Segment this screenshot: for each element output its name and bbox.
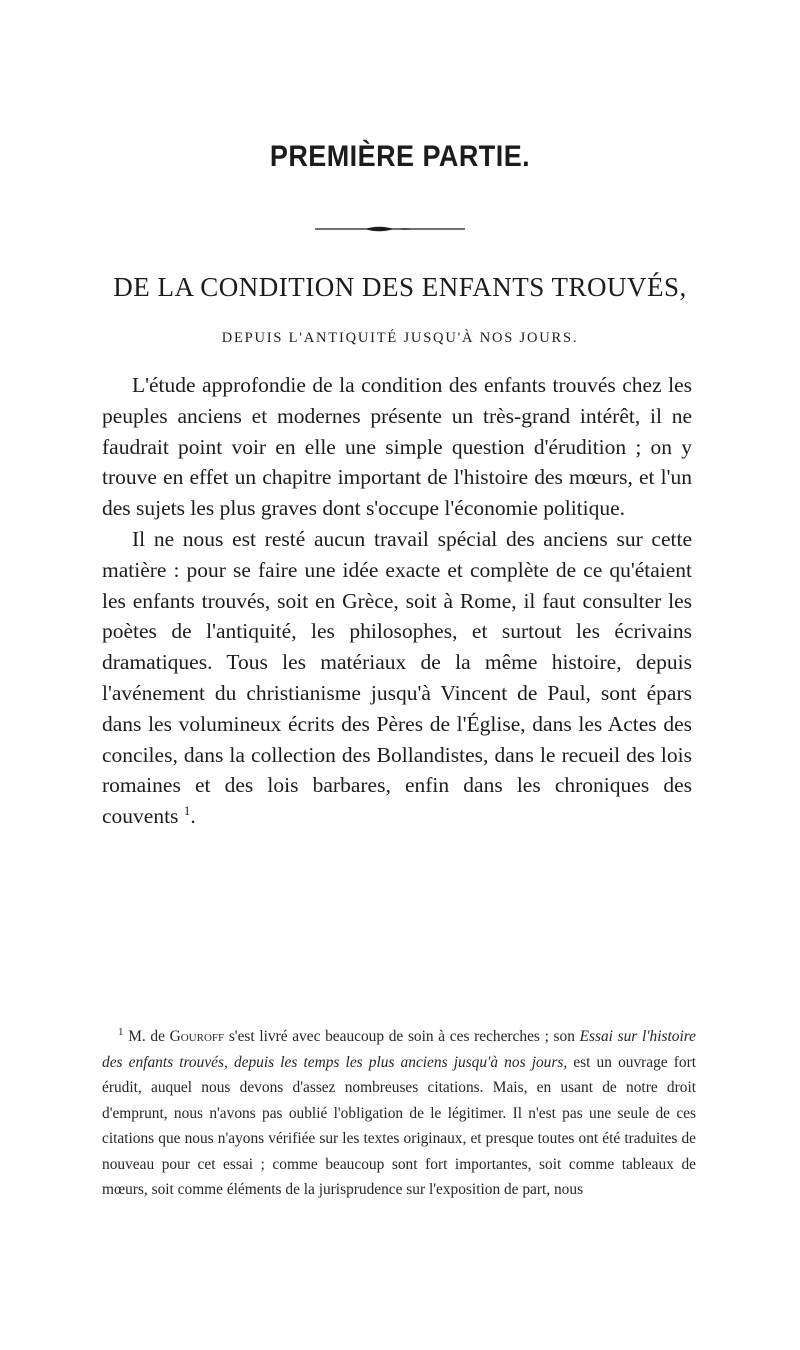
footnote-reference: 1 bbox=[183, 803, 191, 818]
section-title: DE LA CONDITION DES ENFANTS TROUVÉS, bbox=[113, 272, 687, 302]
footnote-rest: est un ouvrage fort érudit, auquel nous devons d'assez nombreuses citations. Mais, en usant de notre droit d'emprunt, nous n'avons pas oublié l'obligation de le légitimer. Il n'est pas une seule de ces citations que nous n'ayons vérifiée sur les textes originaux, et presque toutes ont été traduites de nouveau pour cet essai ; comme beaucoup sont fort importantes, soit comme tableaux de mœurs, soit comme éléments de la jurisprudence sur l'exposition de part, nous bbox=[102, 1053, 696, 1198]
paragraph-2: Il ne nous est resté aucun travail spécial des anciens sur cette matière : pour se faire une idée exacte et complète de ce qu'étaient les enfants trouvés, soit en Grèce, soit à Rome, il faut consulter les poètes de l'antiquité, les philosophes, et surtout les écrivains dramatiques. Tous les matériaux de la même histoire, depuis l'avénement du christianisme jusqu'à Vincent de Paul, sont épars dans les volumineux écrits des Pères de l'Église, dans les Actes des conciles, dans la collection des Bollandistes, dans le recueil des lois romaines et des lois barbares, enfin dans les chroniques des couvents $^1$. bbox=[102, 526, 692, 829]
footnote-after-author: s'est livré avec beaucoup de soin à ces recherches ; son bbox=[224, 1028, 580, 1045]
footnote-number: 1 bbox=[118, 1025, 124, 1038]
section-subtitle: DEPUIS L'ANTIQUITÉ JUSQU'À NOS JOURS. bbox=[221, 330, 579, 346]
paragraph-1: L'étude approfondie de la condition des enfants trouvés chez les peuples anciens et modernes présente un très-grand intérêt, il ne faudrait point voir en elle une simple question d'érudition ; on y trouve en effet un chapitre important de l'histoire des mœurs, et l'un des sujets les plus graves dont s'occupe l'économie politique. bbox=[102, 373, 692, 521]
ornament-divider-icon bbox=[315, 224, 465, 234]
footnote-work-title: Essai sur l'histoire des enfants trouvés, depuis les temps les plus anciens jusqu'à nos jours, bbox=[102, 1028, 696, 1071]
footnote-text bbox=[102, 1024, 696, 1203]
footnote bbox=[102, 1024, 696, 1203]
footnote-prefix: M. de bbox=[128, 1028, 170, 1045]
footnote-author: Gouroff bbox=[169, 1028, 225, 1045]
part-title: PREMIÈRE PARTIE. bbox=[269, 140, 531, 173]
paragraph-2-text: Il ne nous est resté aucun travail spécial des anciens sur cette matière : pour se faire une idée exacte et complète de ce qu'étaient les enfants trouvés, soit en Grèce, soit à Rome, il faut consulter les poètes de l'antiquité, les philosophes, et surtout les écrivains dramatiques. Tous les matériaux de la même histoire, depuis l'avénement du christianisme jusqu'à Vincent de Paul, sont épars dans les volumineux écrits des Pères de l'Église, dans les Actes des conciles, dans la collection des Bollandistes, dans le recueil des lois romaines et des lois barbares, enfin dans les chroniques des couvents bbox=[102, 526, 692, 829]
body-text bbox=[102, 370, 692, 832]
